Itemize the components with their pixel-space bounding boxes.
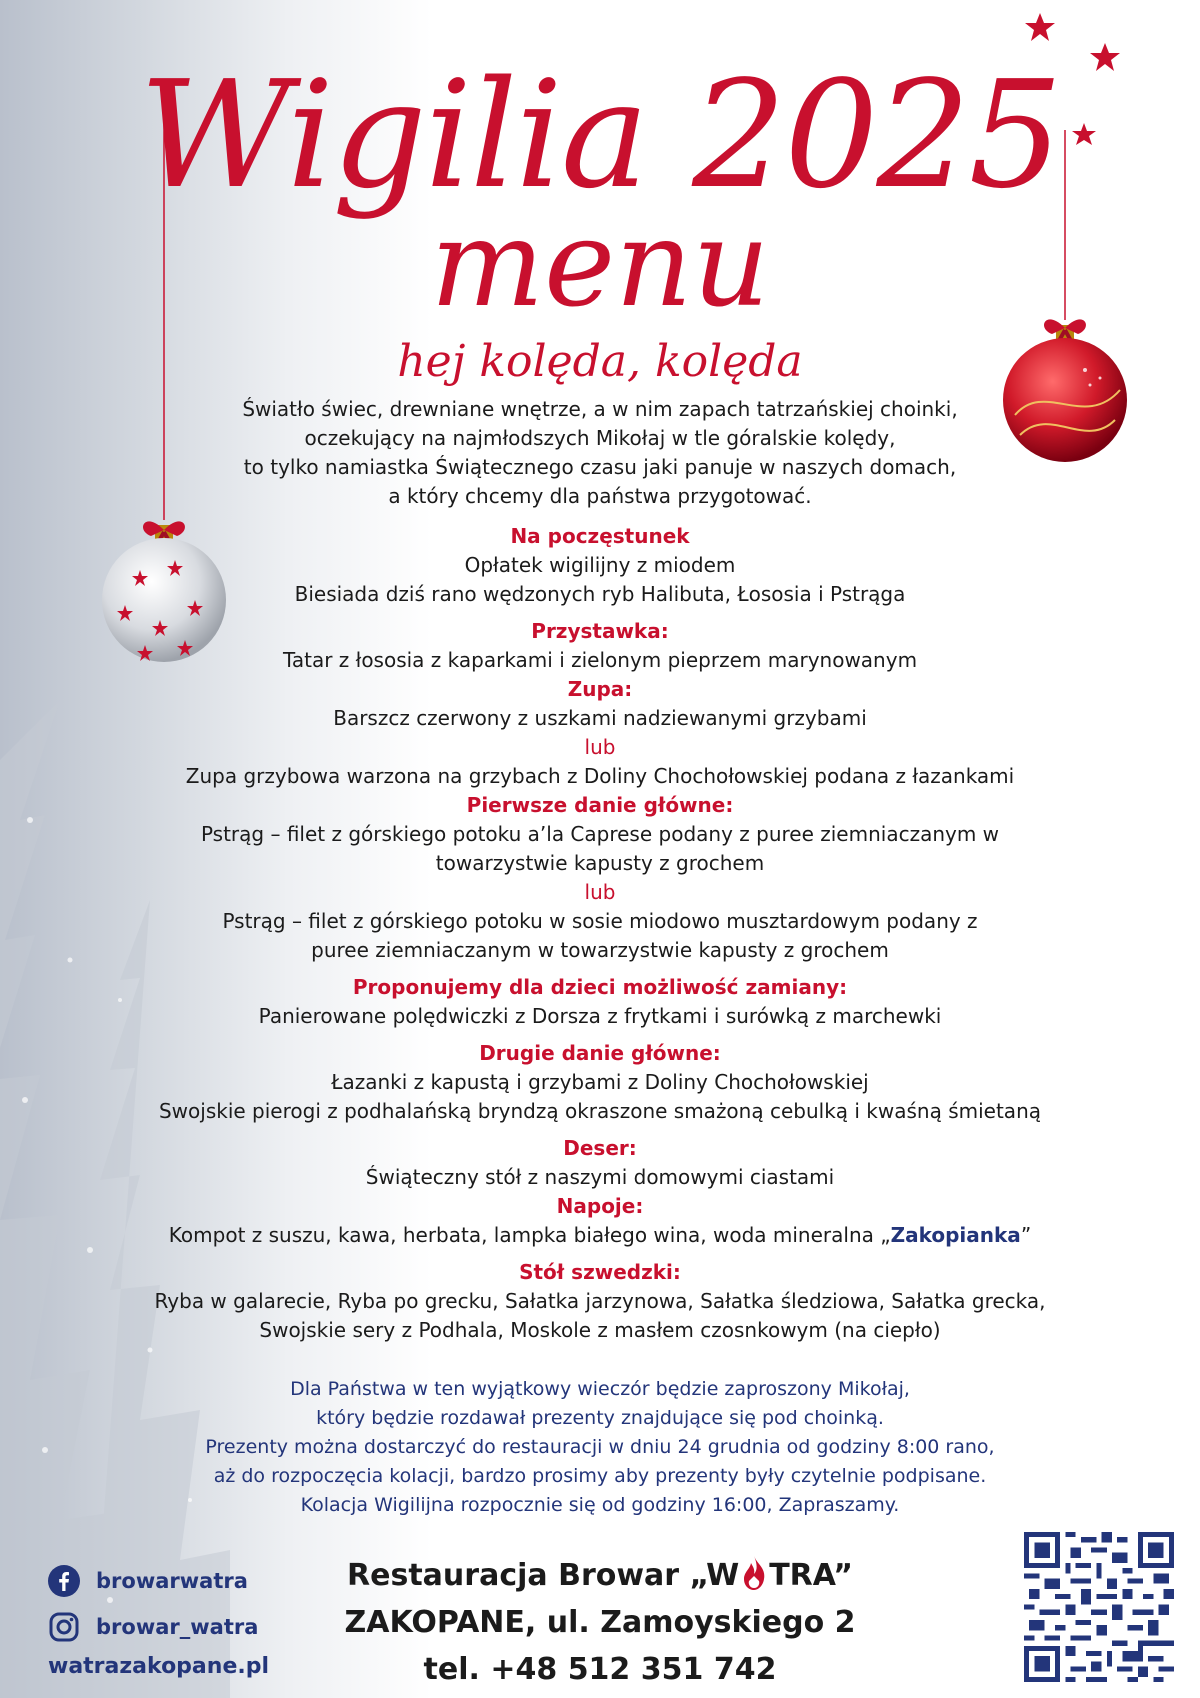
intro-line: to tylko namiastka Świątecznego czasu jaki panuje w naszych domach, [243,455,957,479]
menu-item: Zupa grzybowa warzona na grzybach z Doliny Chochołowskiej podana z łazankami [185,764,1015,788]
or-separator: lub [584,880,616,904]
section-kids-heading: Proponujemy dla dzieci możliwość zamiany: [352,975,848,999]
menu-item: towarzystwie kapusty z grochem [435,851,765,875]
flame-icon [739,1555,769,1591]
note-line: aż do rozpoczęcia kolacji, bardzo prosimy aby prezenty były czytelnie podpisane. [213,1465,987,1487]
restaurant-name-suffix: TRA” [769,1558,853,1593]
note-line: Kolacja Wigilijna rozpocznie się od godziny 16:00, Zapraszamy. [300,1494,900,1516]
menu-item: Pstrąg – filet z górskiego potoku w sosie miodowo musztardowym podany z [222,909,978,933]
or-separator: lub [584,735,616,759]
drinks-brand: Zakopianka [890,1223,1021,1247]
menu-item: Panierowane polędwiczki z Dorsza z frytkami i surówką z marchewki [258,1004,942,1028]
menu-item: Opłatek wigilijny z miodem [464,553,736,577]
intro-line: oczekujący na najmłodszych Mikołaj w tle góralskie kolędy, [304,426,896,450]
section-main2-heading: Drugie danie główne: [479,1041,721,1065]
intro-line: a który chcemy dla państwa przygotować. [388,484,812,508]
restaurant-address: ZAKOPANE, ul. Zamoyskiego 2 [344,1605,856,1640]
menu-item: Ryba w galarecie, Ryba po grecku, Sałatka jarzynowa, Sałatka śledziowa, Sałatka grecka, [154,1289,1046,1313]
section-welcome-heading: Na poczęstunek [510,524,690,548]
menu-item: Łazanki z kapustą i grzybami z Doliny Chochołowskiej [331,1070,869,1094]
note-line: który będzie rozdawał prezenty znajdujące się pod choinką. [316,1407,884,1429]
menu-title: menu [430,195,770,334]
info-note [120,1375,1080,1520]
menu-item: Tatar z łososia z kaparkami i zielonym pieprzem marynowanym [282,648,918,672]
social-links [48,1562,269,1679]
section-main1-heading: Pierwsze danie główne: [466,793,734,817]
restaurant-name [330,1552,870,1599]
section-starter-heading: Przystawka: [531,619,669,643]
intro-text [180,395,1020,511]
main-title: Wigilia 2025 [139,49,1061,221]
facebook-icon [48,1565,80,1597]
drinks-text: Kompot z suszu, kawa, herbata, lampka białego wina, woda mineralna „ [168,1223,891,1247]
restaurant-name-prefix: Restauracja Browar „W [347,1558,740,1593]
drinks-close-quote: ” [1020,1223,1032,1247]
menu-item: Świąteczny stół z naszymi domowymi ciastami [365,1165,835,1189]
star-icon [1025,13,1055,41]
section-drinks-heading: Napoje: [556,1194,644,1218]
section-buffet-heading: Stół szwedzki: [519,1260,681,1284]
intro-line: Światło świec, drewniane wnętrze, a w nim zapach tatrzańskiej choinki, [242,397,958,421]
menu-item: Pstrąg – filet z górskiego potoku a’la Caprese podany z puree ziemniaczanym w [200,822,1000,846]
menu-item: Swojskie pierogi z podhalańską bryndzą okraszone smażoną cebulką i kwaśną śmietaną [158,1099,1041,1123]
facebook-link[interactable] [48,1562,269,1600]
restaurant-phone[interactable]: tel. +48 512 351 742 [423,1652,777,1687]
menu-item: Barszcz czerwony z uszkami nadziewanymi grzybami [333,706,867,730]
note-line: Dla Państwa w ten wyjątkowy wieczór będzie zaproszony Mikołaj, [290,1378,910,1400]
menu-item: Swojskie sery z Podhala, Moskole z masłem czosnkowym (na ciepło) [259,1318,941,1342]
qr-code[interactable] [1024,1532,1174,1682]
section-soup-heading: Zupa: [567,677,633,701]
website-link[interactable]: watrazakopane.pl [48,1654,270,1679]
subtitle: hej kolęda, kolęda [397,336,803,387]
menu-item: puree ziemniaczanym w towarzystwie kapusty z grochem [311,938,889,962]
menu-item: Biesiada dziś rano wędzonych ryb Halibuta, Łososia i Pstrąga [294,582,906,606]
menu-list [120,522,1080,1345]
instagram-handle: browar_watra [96,1615,259,1639]
drinks-line [120,1221,1080,1250]
section-dessert-heading: Deser: [563,1136,637,1160]
instagram-icon [48,1611,80,1643]
restaurant-contact [330,1552,870,1693]
instagram-link[interactable] [48,1608,269,1646]
note-line: Prezenty można dostarczyć do restauracji w dniu 24 grudnia od godziny 8:00 rano, [205,1436,995,1458]
facebook-handle: browarwatra [96,1569,248,1593]
